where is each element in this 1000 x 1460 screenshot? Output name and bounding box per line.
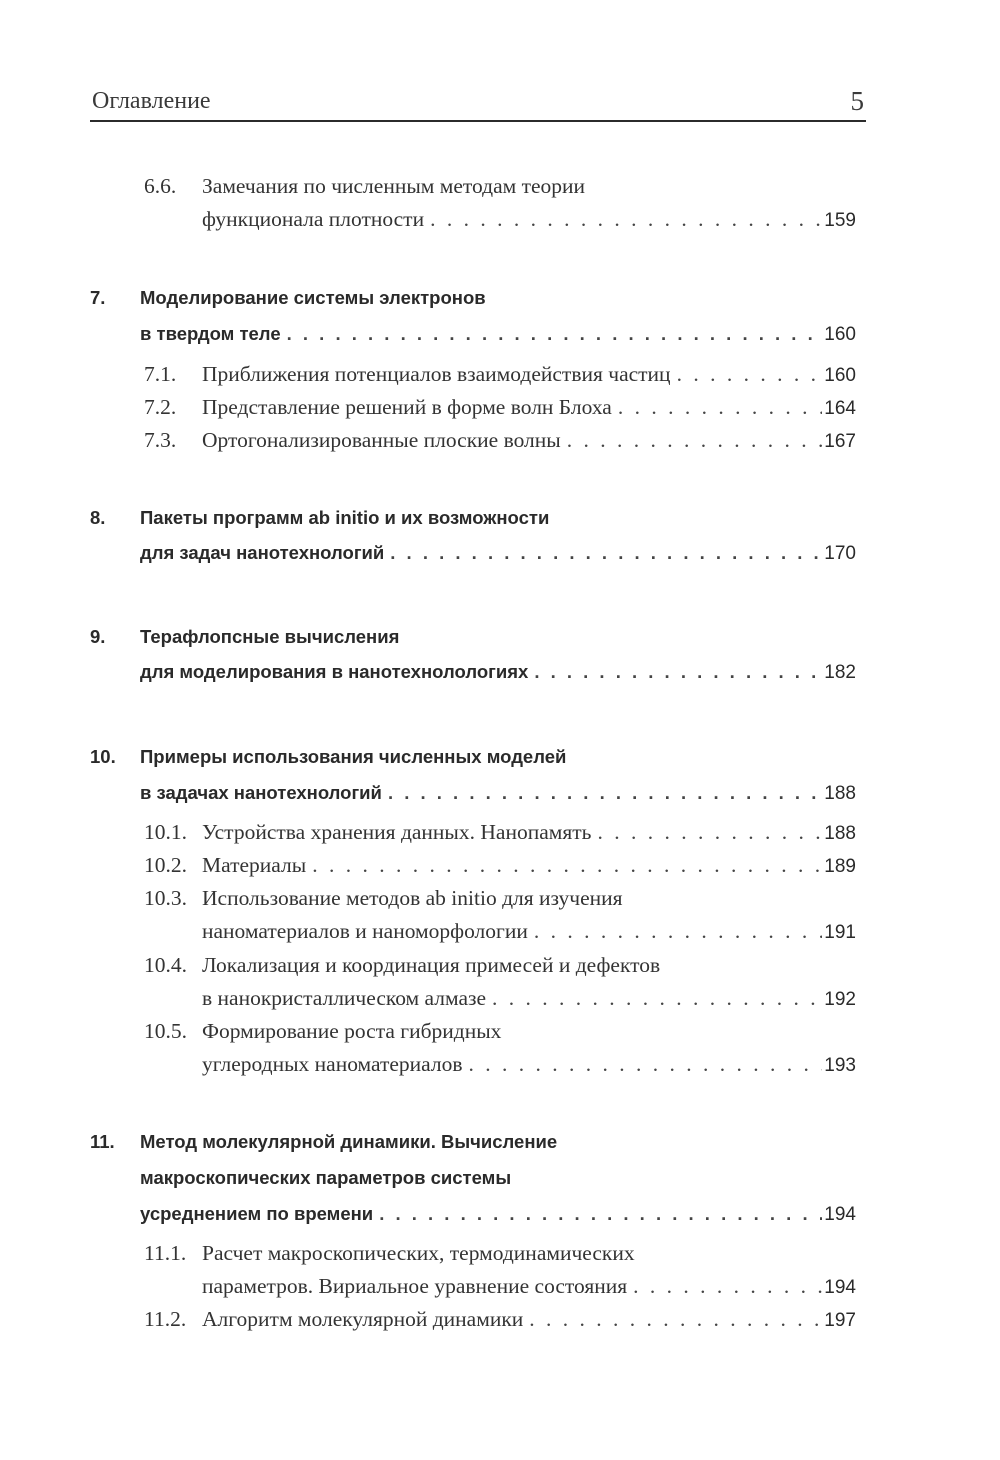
entry-title-line: в нанокристаллическом алмазе <box>202 986 487 1010</box>
entry-title-line: в задачах нанотехнологий <box>140 782 382 803</box>
entry-page: 188 <box>824 783 856 804</box>
entry-number: 10.4. <box>144 953 187 977</box>
leader-dots <box>618 390 822 424</box>
entry-page: 159 <box>824 210 856 231</box>
entry-title-line: наноматериалов и наноморфологии <box>202 919 528 943</box>
entry-number: 10.2. <box>144 853 187 877</box>
entry-number: 10.3. <box>144 886 187 910</box>
entry-title-line: в твердом теле <box>140 323 281 344</box>
page-header <box>90 84 866 122</box>
running-title: Оглавление <box>92 88 211 114</box>
entry-title-line: Использование методов ab initio для изучения <box>202 886 623 910</box>
leader-dots <box>567 423 823 457</box>
entry-page: 197 <box>824 1310 856 1331</box>
entry-number: 10.1. <box>144 820 187 844</box>
entry-title-line: Расчет макроскопических, термодинамических <box>202 1241 635 1265</box>
leader-dots <box>534 914 822 948</box>
leader-dots <box>633 1269 822 1303</box>
entry-number: 11.1. <box>144 1241 187 1265</box>
entry-page: 170 <box>824 543 856 564</box>
entry-page: 191 <box>824 922 856 943</box>
leader-dots <box>430 202 822 236</box>
leader-dots <box>469 1047 823 1081</box>
entry-page: 188 <box>824 823 856 844</box>
leader-dots <box>390 536 822 570</box>
entry-page: 164 <box>824 398 856 419</box>
leader-dots <box>534 655 822 689</box>
entry-title-line: Представление решений в форме волн Блоха <box>202 395 612 419</box>
entry-title-line: Устройства хранения данных. Нанопамять <box>202 820 592 844</box>
entry-title-line: усреднением по времени <box>140 1203 374 1224</box>
leader-dots <box>379 1197 822 1231</box>
entry-number: 7.1. <box>144 362 177 386</box>
entry-title-line: Примеры использования численных моделей <box>140 746 567 767</box>
entry-page: 167 <box>824 431 856 452</box>
entry-page: 160 <box>824 324 856 345</box>
entry-number: 6.6. <box>144 174 177 198</box>
entry-page: 182 <box>824 662 856 683</box>
entry-title-line: для моделирования в нанотехнолологиях <box>140 661 529 682</box>
leader-dots <box>287 317 823 351</box>
entry-page: 160 <box>824 365 856 386</box>
page-number: 5 <box>850 86 864 116</box>
entry-title-line: Пакеты программ ab initio и их возможности <box>140 507 550 528</box>
entry-title-line: функционала плотности <box>202 207 425 231</box>
entry-title-line: Метод молекулярной динамики. Вычисление <box>140 1131 558 1152</box>
entry-page: 192 <box>824 989 856 1010</box>
entry-number: 11.2. <box>144 1307 187 1331</box>
entry-number: 7.2. <box>144 395 177 419</box>
entry-number: 10. <box>90 746 116 767</box>
entry-title-line: Ортогонализированные плоские волны <box>202 428 561 452</box>
entry-number: 8. <box>90 507 106 528</box>
entry-title-line: Приближения потенциалов взаимодействия частиц <box>202 362 671 386</box>
entry-number: 11. <box>90 1131 115 1152</box>
entry-page: 194 <box>824 1277 856 1298</box>
entry-number: 7. <box>90 287 106 308</box>
leader-dots <box>597 815 822 849</box>
entry-title-line: параметров. Вириальное уравнение состояния <box>202 1274 628 1298</box>
entry-number: 7.3. <box>144 428 177 452</box>
entry-title-line: Замечания по численным методам теории <box>202 174 586 198</box>
leader-dots <box>312 848 822 882</box>
entry-title-line: макроскопических параметров системы <box>140 1167 512 1188</box>
entry-title-line: Моделирование системы электронов <box>140 287 486 308</box>
leader-dots <box>529 1302 822 1336</box>
entry-number: 10.5. <box>144 1019 187 1043</box>
entry-title-line: Терафлопсные вычисления <box>140 626 400 647</box>
entry-page: 193 <box>824 1055 856 1076</box>
entry-title-line: Формирование роста гибридных <box>202 1019 502 1043</box>
entry-title-line: для задач нанотехнологий <box>140 542 385 563</box>
entry-title-line: Материалы <box>202 853 307 877</box>
leader-dots <box>492 981 822 1015</box>
entry-title-line: углеродных наноматериалов <box>202 1052 463 1076</box>
entry-page: 194 <box>824 1204 856 1225</box>
entry-title-line: Локализация и координация примесей и дефектов <box>202 953 661 977</box>
entry-title-line: Алгоритм молекулярной динамики <box>202 1307 524 1331</box>
entry-number: 9. <box>90 626 106 647</box>
leader-dots <box>677 357 823 391</box>
leader-dots <box>388 776 822 810</box>
entry-page: 189 <box>824 856 856 877</box>
